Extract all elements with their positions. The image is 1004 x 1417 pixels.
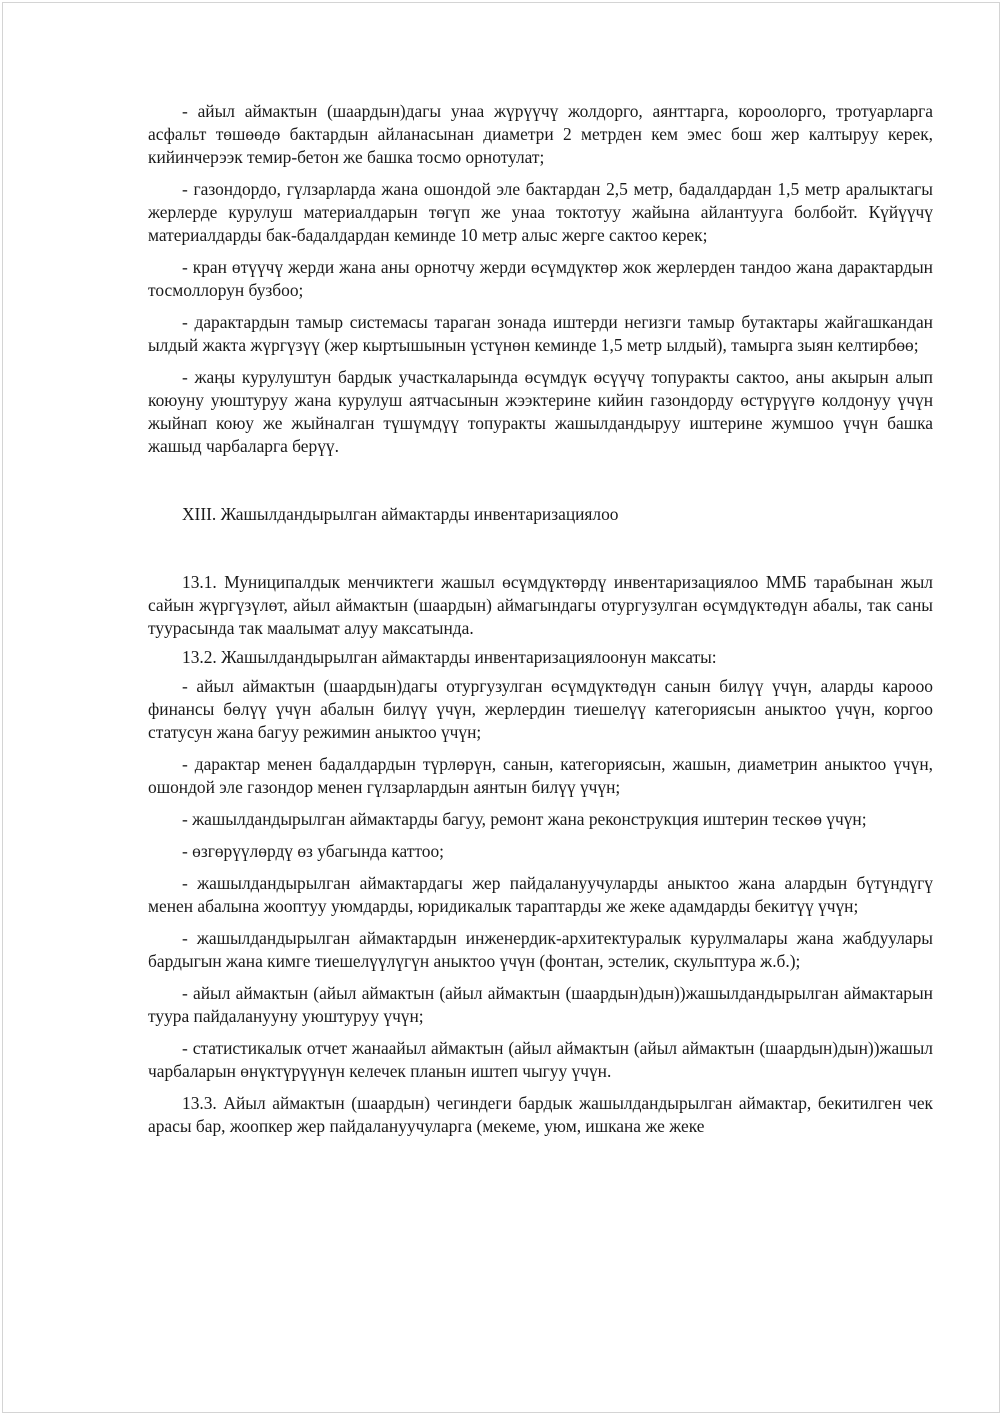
list-item-land-users: - жашылдандырылган аймактардагы жер пайдалануучуларды аныктоо жана алардын бүтүндүгү менен абалына жооптуу уюмдарды, юридикалык тараптарды же жеке адамдарды бекитүү үчүн; (148, 873, 933, 916)
list-item-proper-use: - айыл аймактын (айыл аймактын (айыл аймактын (шаардын)дын))жашылдандырылган аймактарын туура пайдаланууну уюштуруу үчүн; (148, 983, 933, 1026)
paragraph-root-zone: - дарактардын тамыр системасы тараган зонада иштерди негизги тамыр бутактары жайгашкандан ылдый жакта жүргүзүү (жер кыртышынын үстүнөн кеминде 1,5 метр ылдый), тамырга зыян келтирбөө; (148, 312, 933, 355)
document-body (148, 100, 933, 1147)
list-item-planting-count: - айыл аймактын (шаардын)дагы отургузулган өсүмдүктөдүн санын билүү үчүн, аларды карооо финансы бөлүү үчүн абалын билүү үчүн, жерлердин тиешелүү категориясын аныктоо үчүн, коргоо статусун жана багуу режимин аныктоо үчүн; (148, 676, 933, 742)
section-heading: XIII. Жашылдандырылган аймактарды инвентаризациялоо (182, 504, 619, 524)
paragraph-13-3: 13.3. Айыл аймактын (шаардын) чегиндеги бардык жашылдандырылган аймактар, бекитилген чек арасы бар, жоопкер жер пайдалануучуларга (мекеме, уюм, ишкана же жеке (148, 1093, 933, 1136)
list-item-species: - дарактар менен бадалдардын түрлөрүн, санын, категориясын, жашын, диаметрин аныктоо үчүн, ошондой эле газондор менен гүлзарлардын аянтын билүү үчүн; (148, 754, 933, 797)
paragraph-topsoil: - жаңы курулуштун бардык участкаларында өсүмдүк өсүүчү топуракты сактоо, аны акырын алып коюуну уюштуруу жана курулуш аятчасынын жээктерине кийин газондорду өстүрүүгө колдонуу үчүн жыйнап коюу же жыйналган түшүмдүү топуракты жашылдандыруу иштерине жумшоо үчүн башка жашыд чарбаларга берүү. (148, 367, 933, 456)
paragraph-asphalt-clearance: - айыл аймактын (шаардын)дагы унаа жүрүүчү жолдорго, аянттарга, короолорго, тротуарларга асфальт төшөөдө бактардын айланасынан диаметри 2 метрден кем эмес бош жер калтыруу керек, кийинчерээк темир-бетон же башка тосмо орнотулат; (148, 101, 933, 167)
list-item-statistics: - статистикалык отчет жанаайыл аймактын (айыл аймактын (айыл аймактын (шаардын)дын))жашыл чарбаларын өнүктүрүүнүн келечек планын иштеп чыгуу үчүн. (148, 1038, 933, 1081)
document-page (2, 2, 1000, 1413)
paragraph-crane-placement: - кран өтүүчү жерди жана аны орнотчу жерди өсүмдүктөр жок жерлерден тандоо жана дарактардын тосмоллорун бузбоо; (148, 257, 933, 300)
list-item-structures: - жашылдандырылган аймактардын инженердик-архитектуралык курулмалары жана жабдуулары бардыгын жана кимге тиешелүүлүгүн аныктоо үчүн (фонтан, эстелик, скульптура ж.б.); (148, 928, 933, 971)
paragraph-lawns-materials: - газондордо, гүлзарларда жана ошондой эле бактардан 2,5 метр, бадалдардан 1,5 метр аралыктагы жерлерде курулуш материалдарын төгүп же унаа токтотуу жайына айлантууга болбойт. Күйүүчү материалдарды бак-бадалдардан кеминде 10 метр алыс жерге сактоо керек; (148, 179, 933, 245)
list-item-register-changes: - өзгөрүүлөрдү өз убагында каттоо; (182, 841, 444, 861)
paragraph-13-1: 13.1. Муниципалдык менчиктеги жашыл өсүмдүктөрдү инвентаризациялоо ММБ тарабынан жыл сайын жүргүзүлөт, айыл аймактын (шаардын) аймагындагы отургузулган өсүмдүктөдүн абалы, так саны туурасында так маалымат алуу максатында. (148, 572, 933, 638)
list-item-maintenance: - жашылдандырылган аймактарды багуу, ремонт жана реконструкция иштерин тескөө үчүн; (182, 809, 867, 829)
paragraph-13-2: 13.2. Жашылдандырылган аймактарды инвентаризациялоонун максаты: (182, 647, 717, 667)
